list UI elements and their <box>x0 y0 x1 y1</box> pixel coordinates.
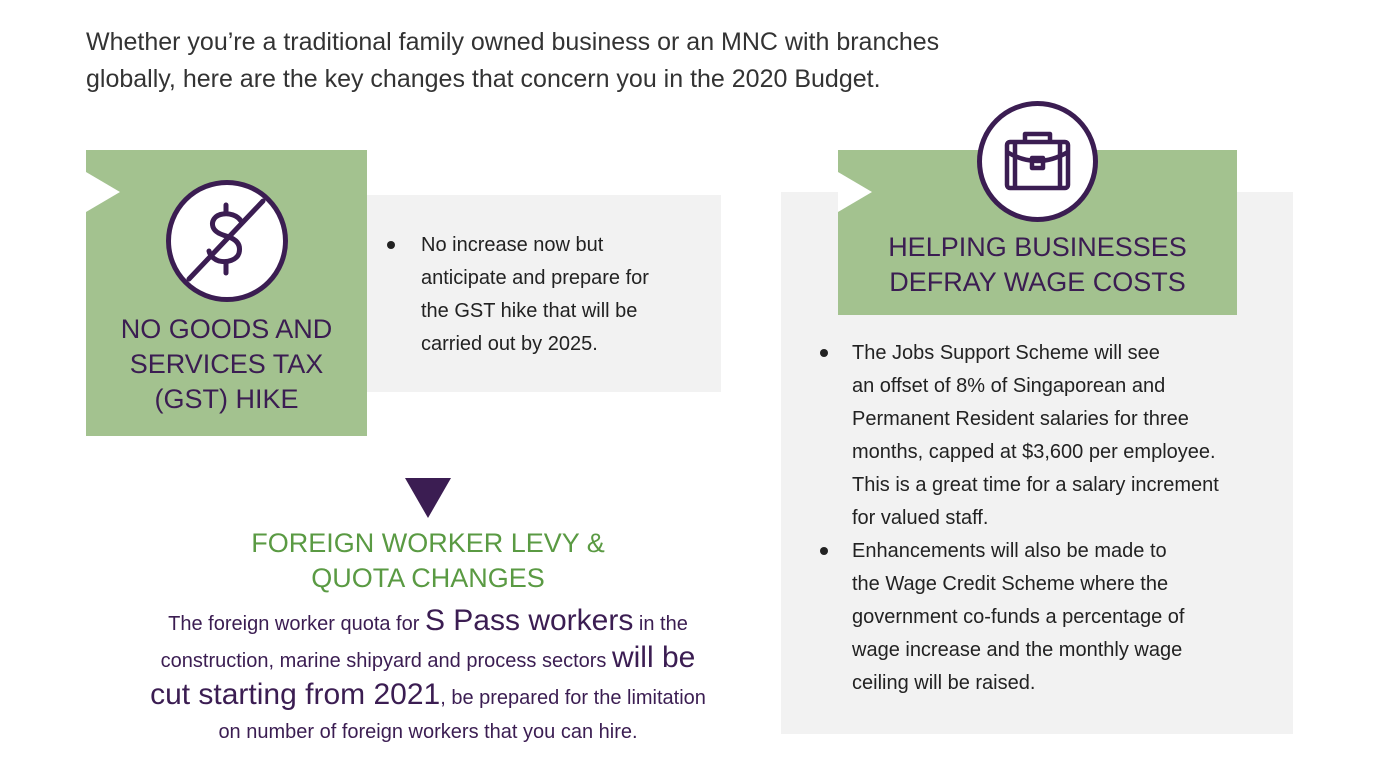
fw-body-line <box>86 678 770 715</box>
gst-title-line: SERVICES TAX <box>129 349 324 379</box>
gst-bullet-list <box>387 229 649 361</box>
fw-title-line: FOREIGN WORKER LEVY & <box>251 528 605 558</box>
fw-text: in the <box>633 613 688 635</box>
bullet-line: the Wage Credit Scheme where the <box>852 573 1169 595</box>
foreign-worker-title <box>86 526 770 596</box>
gst-detail-box <box>367 195 721 392</box>
gst-title <box>86 312 367 417</box>
fw-body-line <box>86 604 770 641</box>
fw-highlight: will be <box>611 641 696 674</box>
fw-text: The foreign worker quota for <box>168 613 425 635</box>
fw-text: construction, marine shipyard and process sectors <box>160 650 612 672</box>
bullet-line: government co-funds a percentage of <box>852 606 1185 628</box>
arrow-notch <box>86 172 120 212</box>
fw-body-line: on number of foreign workers that you can hire. <box>218 721 638 743</box>
bullet-line: Enhancements will also be made to <box>852 540 1167 562</box>
wage-title <box>838 230 1237 300</box>
bullet-line: wage increase and the monthly wage <box>852 639 1183 661</box>
bullet-line: ceiling will be raised. <box>852 672 1036 694</box>
wage-title-line: DEFRAY WAGE COSTS <box>889 267 1186 297</box>
bullet-line: carried out by 2025. <box>421 333 598 355</box>
wage-bullet-list <box>820 337 1219 700</box>
list-item <box>820 337 1219 535</box>
arrow-notch <box>838 172 872 212</box>
fw-highlight: cut starting from 2021 <box>150 678 441 711</box>
bullet-line: Permanent Resident salaries for three <box>852 408 1189 430</box>
briefcase-icon <box>977 101 1098 222</box>
foreign-worker-body <box>86 604 770 749</box>
gst-card <box>86 150 367 436</box>
fw-text: , be prepared for the limitation <box>440 687 706 709</box>
bullet-line: months, capped at $3,600 per employee. <box>852 441 1216 463</box>
gst-title-line: (GST) HIKE <box>154 384 299 414</box>
wage-title-line: HELPING BUSINESSES <box>888 232 1187 262</box>
bullet-line: for valued staff. <box>852 507 989 529</box>
no-dollar-icon <box>166 180 288 302</box>
intro-line: Whether you’re a traditional family owned business or an MNC with branches <box>86 28 940 56</box>
fw-title-line: QUOTA CHANGES <box>311 563 545 593</box>
triangle-down-icon <box>405 478 451 518</box>
bullet-line: the GST hike that will be <box>421 300 638 322</box>
bullet-line: No increase now but <box>421 234 604 256</box>
fw-highlight: S Pass workers <box>424 604 634 637</box>
bullet-line: an offset of 8% of Singaporean and <box>852 375 1166 397</box>
intro-line: globally, here are the key changes that concern you in the 2020 Budget. <box>86 65 881 93</box>
bullet-line: This is a great time for a salary increment <box>852 474 1219 496</box>
intro-text <box>86 24 1046 98</box>
fw-body-line <box>86 641 770 678</box>
list-item <box>820 535 1219 700</box>
gst-title-line: NO GOODS AND <box>120 314 333 344</box>
bullet-line: The Jobs Support Scheme will see <box>852 342 1160 364</box>
list-item <box>387 229 649 361</box>
bullet-line: anticipate and prepare for <box>421 267 649 289</box>
